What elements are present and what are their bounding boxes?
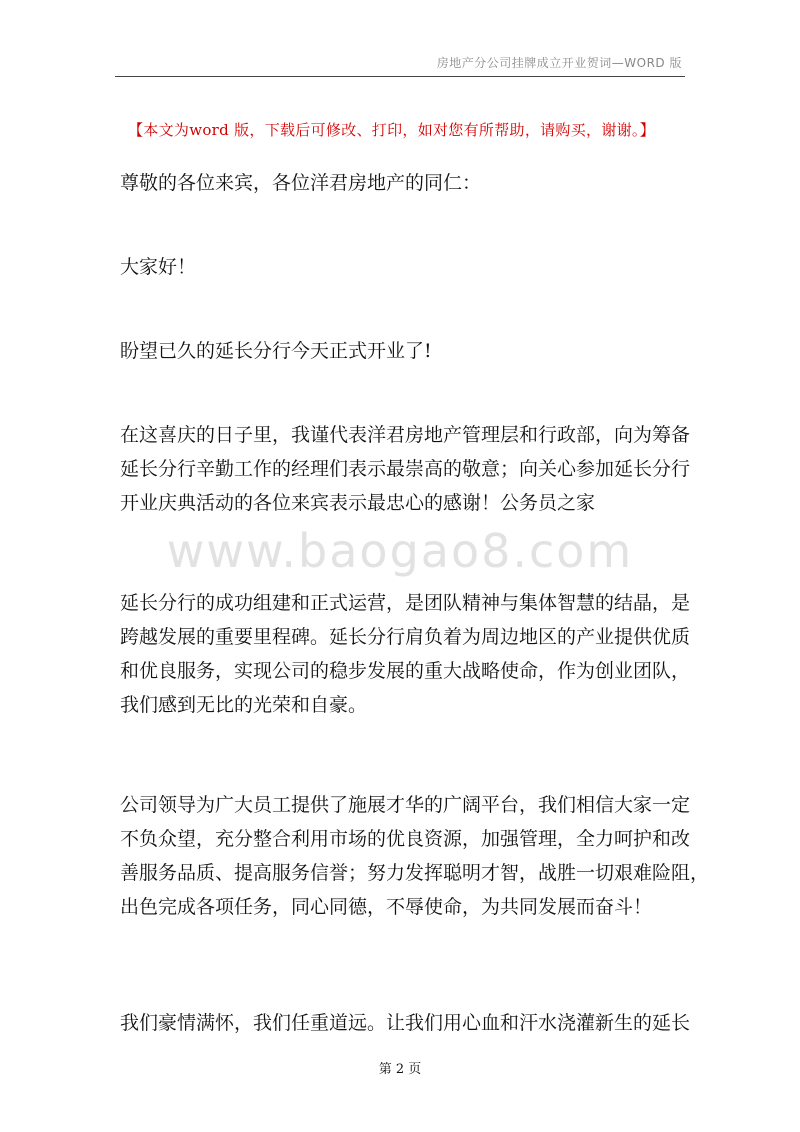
paragraph-line: 尊敬的各位来宾，各位洋君房地产的同仁： [120, 172, 482, 194]
paragraph-line: 我们感到无比的光荣和自豪。 [120, 694, 368, 716]
greeting-hello [120, 250, 690, 284]
paragraph-line: 公司领导为广大员工提供了施展才华的广阔平台，我们相信大家一定 [120, 794, 691, 816]
paragraph-line: 出色完成各项任务，同心同德，不辱使命，为共同发展而奋斗！ [120, 896, 653, 918]
greeting-salutation [120, 166, 690, 200]
paragraph-closing [120, 1006, 690, 1040]
paragraph-thanks [120, 418, 690, 520]
paragraph-line: 跨越发展的重要里程碑。延长分行肩负着为周边地区的产业提供优质 [120, 626, 691, 648]
paragraph-line: 延长分行辛勤工作的经理们表示最崇高的敬意；向关心参加延长分行 [120, 458, 691, 480]
paragraph-line: 大家好！ [120, 256, 197, 278]
paragraph-line: 不负众望，充分整合利用市场的优良资源，加强管理，全力呵护和改 [120, 828, 691, 850]
paragraph-milestone [120, 586, 690, 722]
site-watermark: www.baogao8.com [166, 524, 634, 578]
paragraph-leadership [120, 788, 710, 924]
header-divider [115, 76, 685, 77]
paragraph-line: 在这喜庆的日子里，我谨代表洋君房地产管理层和行政部，向为筹备 [120, 424, 691, 446]
page-number: 第 2 页 [378, 1062, 422, 1077]
paragraph-line: 善服务品质、提高服务信誉；努力发挥聪明才智，战胜一切艰难险阻， [120, 862, 710, 884]
download-notice: 【本文为word 版，下载后可修改、打印，如对您有所帮助，请购买，谢谢。】 [128, 121, 656, 139]
page-header-title: 房地产分公司挂牌成立开业贺词—WORD 版 [436, 56, 682, 70]
paragraph-line: 延长分行的成功组建和正式运营，是团队精神与集体智慧的结晶，是 [120, 592, 691, 614]
paragraph-line: 盼望已久的延长分行今天正式开业了! [120, 340, 432, 362]
paragraph-line: 和优良服务，实现公司的稳步发展的重大战略使命，作为创业团队， [120, 660, 691, 682]
paragraph-line: 我们豪情满怀，我们任重道远。让我们用心血和汗水浇灌新生的延长 [120, 1012, 691, 1034]
opening-announcement [120, 334, 690, 368]
paragraph-line: 开业庆典活动的各位来宾表示最忠心的感谢！公务员之家 [120, 492, 596, 514]
